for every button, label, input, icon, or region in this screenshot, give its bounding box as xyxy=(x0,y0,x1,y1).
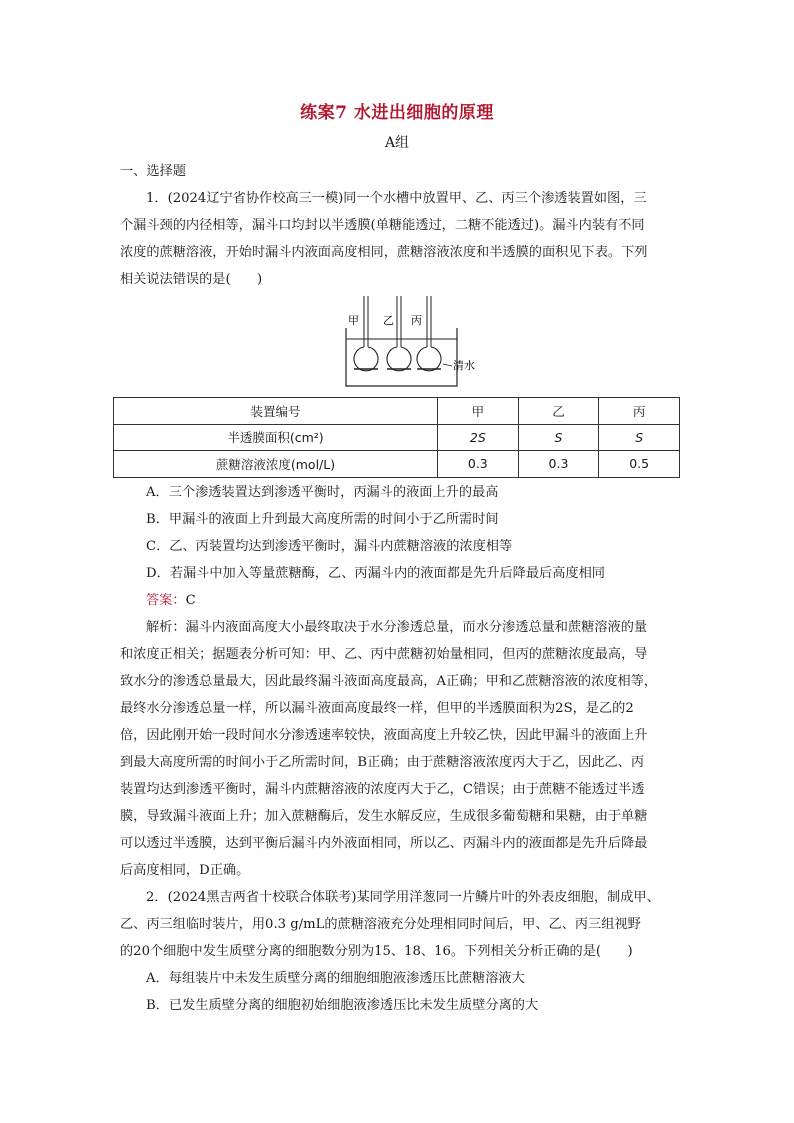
table-cell: 0.3 xyxy=(518,451,599,478)
q1-analysis-line: 最终水分渗透总量一样，所以漏斗液面高度最终一样，但甲的半透膜面积为2S，是乙的2 xyxy=(120,701,634,716)
q1-stem-line: 浓度的蔗糖溶液，开始时漏斗内液面高度相同，蔗糖溶液浓度和半透膜的面积见下表。下列 xyxy=(120,245,648,260)
q1-analysis-line: 可以透过半透膜，达到平衡后漏斗内外液面相同，所以乙、丙漏斗内的液面都是先升后降最 xyxy=(120,836,648,851)
q1-option-b: B．甲漏斗的液面上升到最大高度所需的时间小于乙所需时间 xyxy=(146,512,499,527)
apparatus-data-table xyxy=(113,397,680,478)
table-header-cell: 装置编号 xyxy=(114,398,438,425)
q2-option-b: B．已发生质壁分离的细胞初始细胞液渗透压比未发生质壁分离的大 xyxy=(146,998,539,1013)
table-header-row xyxy=(114,398,680,425)
table-cell: 0.5 xyxy=(599,451,680,478)
table-cell: S xyxy=(518,424,599,451)
table-cell: 2S xyxy=(438,424,519,451)
table-cell: 0.3 xyxy=(438,451,519,478)
q1-analysis-line: 膜，导致漏斗液面上升；加入蔗糖酶后，发生水解反应，生成很多葡萄糖和果糖，由于单糖 xyxy=(120,809,648,824)
section-heading: 一、选择题 xyxy=(120,164,186,179)
water-pointer-line xyxy=(443,364,452,366)
q1-stem-line: 相关说法错误的是( ) xyxy=(120,272,263,287)
table-row xyxy=(114,424,680,451)
q2-stem-line: 乙、丙三组临时装片，用0.3 g/mL的蔗糖溶液充分处理相同时间后，甲、乙、丙三组视野 xyxy=(120,917,641,932)
answer-value: C xyxy=(185,593,196,608)
q1-option-c: C．乙、丙装置均达到渗透平衡时，漏斗内蔗糖溶液的浓度相等 xyxy=(146,539,513,554)
funnel-jia xyxy=(354,296,378,371)
q1-answer xyxy=(146,589,196,608)
q1-option-a: A．三个渗透装置达到渗透平衡时，丙漏斗的液面上升的最高 xyxy=(146,485,499,500)
funnel-yi xyxy=(387,296,411,371)
table-header-cell: 甲 xyxy=(438,398,519,425)
table-cell: 蔗糖溶液浓度(mol/L) xyxy=(114,451,438,478)
q1-analysis-line: 致水分的渗透总量最大，因此最终漏斗液面高度最高，A正确；甲和乙蔗糖溶液的浓度相等， xyxy=(120,674,658,689)
q1-analysis-line: 和浓度正相关；据题表分析可知：甲、乙、丙中蔗糖初始量相同，但丙的蔗糖浓度最高，导 xyxy=(120,647,648,662)
group-label: A组 xyxy=(384,135,410,151)
q1-analysis-line: 倍，因此刚开始一段时间水分渗透速率较快，液面高度上升较乙快，因此甲漏斗的液面上升 xyxy=(120,728,648,743)
funnel-label-bing: 丙 xyxy=(411,314,422,327)
funnel-bing xyxy=(417,296,441,371)
table-cell: S xyxy=(599,424,680,451)
q2-stem-line: 的20个细胞中发生质壁分离的细胞数分别为15、18、16。下列相关分析正确的是( ) xyxy=(120,944,633,959)
funnel-label-yi: 乙 xyxy=(383,314,394,327)
q1-analysis-line: 装置均达到渗透平衡时，漏斗内蔗糖溶液的浓度丙大于乙，C错误；由于蔗糖不能透过半透 xyxy=(120,782,645,797)
q1-stem-line: 1．(2024辽宁省协作校高三一模)同一个水槽中放置甲、乙、丙三个渗透装置如图，三 xyxy=(146,191,647,206)
q1-analysis-line: 后高度相同，D正确。 xyxy=(120,863,250,878)
q1-option-d: D．若漏斗中加入等量蔗糖酶，乙、丙漏斗内的液面都是先升后降最后高度相同 xyxy=(146,566,605,581)
q2-stem-line: 2．(2024黑吉两省十校联合体联考)某同学用洋葱同一片鳞片叶的外表皮细胞，制成甲、 xyxy=(146,890,660,905)
table-header-cell: 丙 xyxy=(599,398,680,425)
q2-option-a: A．每组装片中未发生质壁分离的细胞细胞液渗透压比蔗糖溶液大 xyxy=(146,971,525,986)
answer-label: 答案： xyxy=(146,593,186,608)
q1-analysis-line: 到最大高度所需的时间小于乙所需时间，B正确；由于蔗糖溶液浓度丙大于乙，因此乙、丙 xyxy=(120,755,644,770)
q1-stem-line: 个漏斗颈的内径相等，漏斗口均封以半透膜(单糖能透过，二糖不能透过)。漏斗内装有不同 xyxy=(120,218,645,233)
table-row xyxy=(114,451,680,478)
page-title: 练案7 水进出细胞的原理 xyxy=(300,103,494,123)
table-header-cell: 乙 xyxy=(518,398,599,425)
funnel-label-jia: 甲 xyxy=(348,314,359,327)
table-cell: 半透膜面积(cm²) xyxy=(114,424,438,451)
q1-analysis-line: 解析：漏斗内液面高度大小最终取决于水分渗透总量，而水分渗透总量和蔗糖溶液的量 xyxy=(146,620,648,635)
osmosis-apparatus-figure xyxy=(340,292,490,390)
water-label: 清水 xyxy=(453,359,475,372)
